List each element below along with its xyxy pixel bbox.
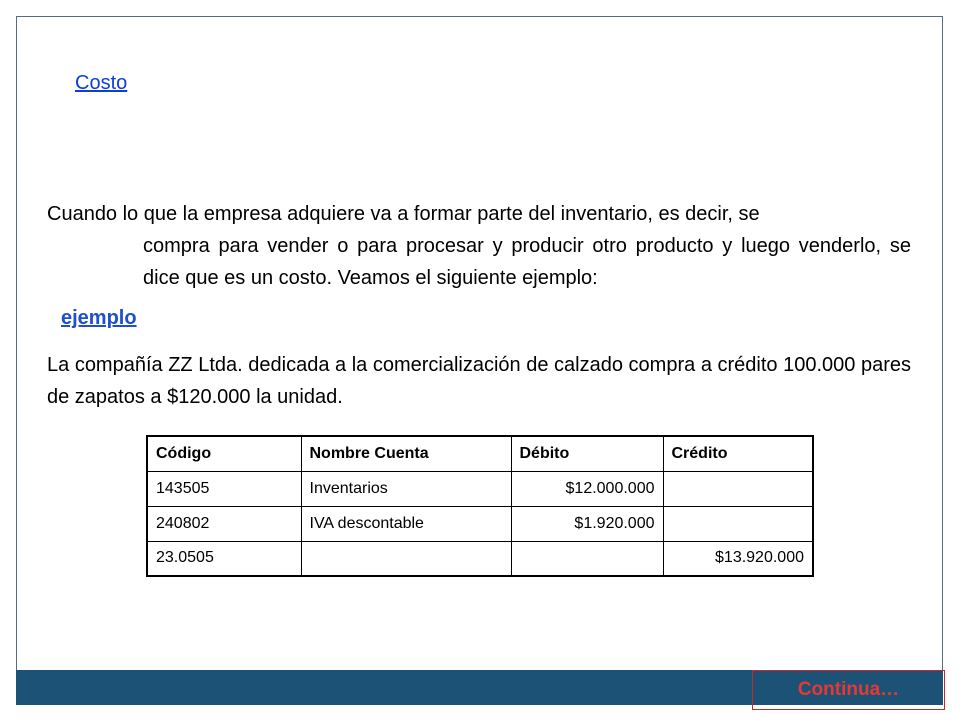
- cell-codigo: 23.0505: [147, 541, 301, 576]
- header-debito: Débito: [511, 436, 663, 471]
- ejemplo-link[interactable]: ejemplo: [61, 307, 137, 329]
- cell-debito: $12.000.000: [511, 471, 663, 506]
- journal-table: [146, 435, 814, 577]
- table-row: [147, 471, 813, 506]
- costo-link[interactable]: Costo: [75, 72, 128, 94]
- header-credito: Crédito: [663, 436, 813, 471]
- table-row: [147, 541, 813, 576]
- example-paragraph: La compañía ZZ Ltda. dedicada a la comercialización de calzado compra a crédito 100.000 pares de zapatos a $120.000 la unidad.: [47, 354, 911, 408]
- cell-nombre-cuenta: Inventarios: [301, 471, 511, 506]
- continue-button[interactable]: Continua…: [752, 670, 945, 710]
- cost-definition-first-line: Cuando lo que la empresa adquiere va a formar parte del inventario, es decir, se: [47, 203, 760, 225]
- header-nombre-cuenta: Nombre Cuenta: [301, 436, 511, 471]
- cell-nombre-cuenta: [301, 541, 511, 576]
- cell-credito: [663, 471, 813, 506]
- cost-definition-rest: compra para vender o para procesar y producir otro producto y luego venderlo, se dice que es un costo. Veamos el siguiente ejemplo:: [143, 235, 911, 289]
- cell-debito: $1.920.000: [511, 506, 663, 541]
- table-header-row: [147, 436, 813, 471]
- cost-definition-paragraph: [47, 198, 911, 294]
- cell-credito: $13.920.000: [663, 541, 813, 576]
- cell-debito: [511, 541, 663, 576]
- cell-nombre-cuenta: IVA descontable: [301, 506, 511, 541]
- cell-codigo: 143505: [147, 471, 301, 506]
- cell-codigo: 240802: [147, 506, 301, 541]
- header-codigo: Código: [147, 436, 301, 471]
- cell-credito: [663, 506, 813, 541]
- table-row: [147, 506, 813, 541]
